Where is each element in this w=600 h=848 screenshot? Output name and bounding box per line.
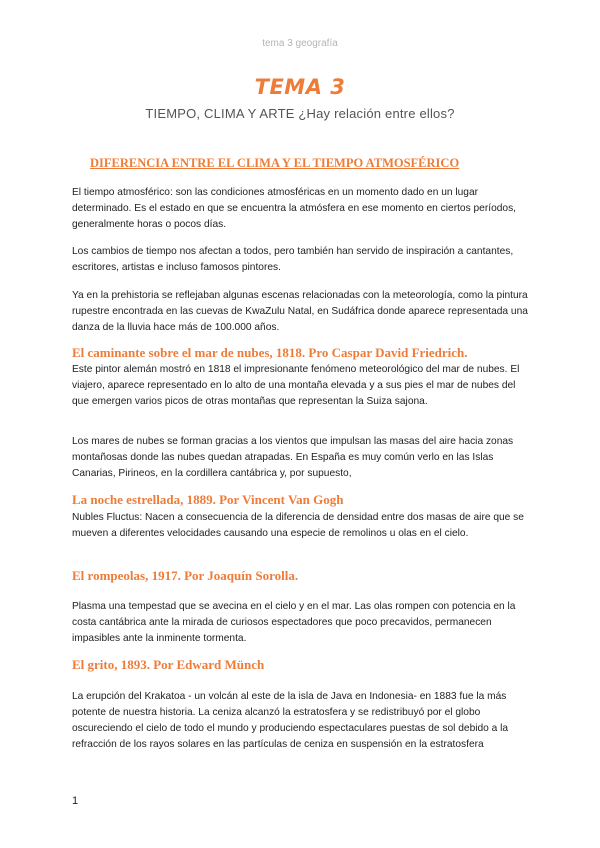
paragraph-caminante: Este pintor alemán mostró en 1818 el impresionante fenómeno meteorológico del mar de nubes. El viajero, aparece representado en lo alto de una montaña elevada y a sus pies el mar de nubes del que emergen varios picos de otras montañas que representan la Suiza sajona.: [72, 364, 520, 407]
artwork-heading-rompeolas: El rompeolas, 1917. Por Joaquín Sorolla.: [72, 568, 299, 583]
paragraph-mares-nubes: Los mares de nubes se forman gracias a los vientos que impulsan las masas del aire hacia zonas montañosas donde las nubes quedan atrapadas. En España es muy común verlo en las Islas Canarias, Pirineos, en la cordillera cantábrica y, por supuesto,: [72, 436, 514, 479]
artwork-heading-caminante: El caminante sobre el mar de nubes, 1818. Pro Caspar David Friedrich.: [72, 345, 468, 360]
artwork-heading-noche-estrellada: La noche estrellada, 1889. Por Vincent Van Gogh: [72, 492, 344, 507]
paragraph-prehistoria: Ya en la prehistoria se reflejaban algunas escenas relacionadas con la meteorología, como la pintura rupestre encontrada en las cuevas de KwaZulu Natal, en Sudáfrica donde aparece representada una danza de la lluvia hace más de 100.000 años.: [72, 290, 528, 333]
paragraph-krakatoa: La erupción del Krakatoa - un volcán al este de la isla de Java en Indonesia- en 1883 fue la más potente de nuestra historia. La ceniza alcanzó la estratosfera y se redistribuyó por el globo oscureciendo el cielo de todo el mundo y produciendo espectaculares puestas de sol debido a la refracción de los rayos solares en las partículas de ceniza en suspensión en la estratosfera: [72, 691, 509, 750]
paragraph-nubles-fluctus: Nubles Fluctus: Nacen a consecuencia de la diferencia de densidad entre dos masas de aire que se mueven a diferentes velocidades causando una especie de remolinos u olas en el cielo.: [72, 512, 524, 539]
artwork-heading-grito: El grito, 1893. Por Edward Münch: [72, 657, 265, 672]
page-header: tema 3 geografía: [262, 38, 338, 49]
section-heading: DIFERENCIA ENTRE EL CLIMA Y EL TIEMPO ATMOSFÉRICO: [90, 156, 460, 170]
page-subtitle: TIEMPO, CLIMA Y ARTE ¿Hay relación entre ellos?: [145, 106, 455, 121]
paragraph-rompeolas: Plasma una tempestad que se avecina en el cielo y en el mar. Las olas rompen con potencia en la costa cantábrica ante la mirada de curiosos espectadores que poco precavidos, permanecen impasibles ante la inminente tormenta.: [72, 601, 516, 644]
page-title: TEMA 3: [254, 75, 346, 99]
paragraph-tiempo-atmosferico: El tiempo atmosférico: son las condiciones atmosféricas en un momento dado en un lugar determinado. Es el estado en que se encuentra la atmósfera en ese momento en ciertos períodos, generalmente horas o pocos días.: [72, 187, 516, 230]
paragraph-cambios-tiempo: Los cambios de tiempo nos afectan a todos, pero también han servido de inspiración a cantantes, escritores, artistas e incluso famosos pintores.: [72, 246, 514, 273]
page-number: 1: [72, 795, 79, 807]
